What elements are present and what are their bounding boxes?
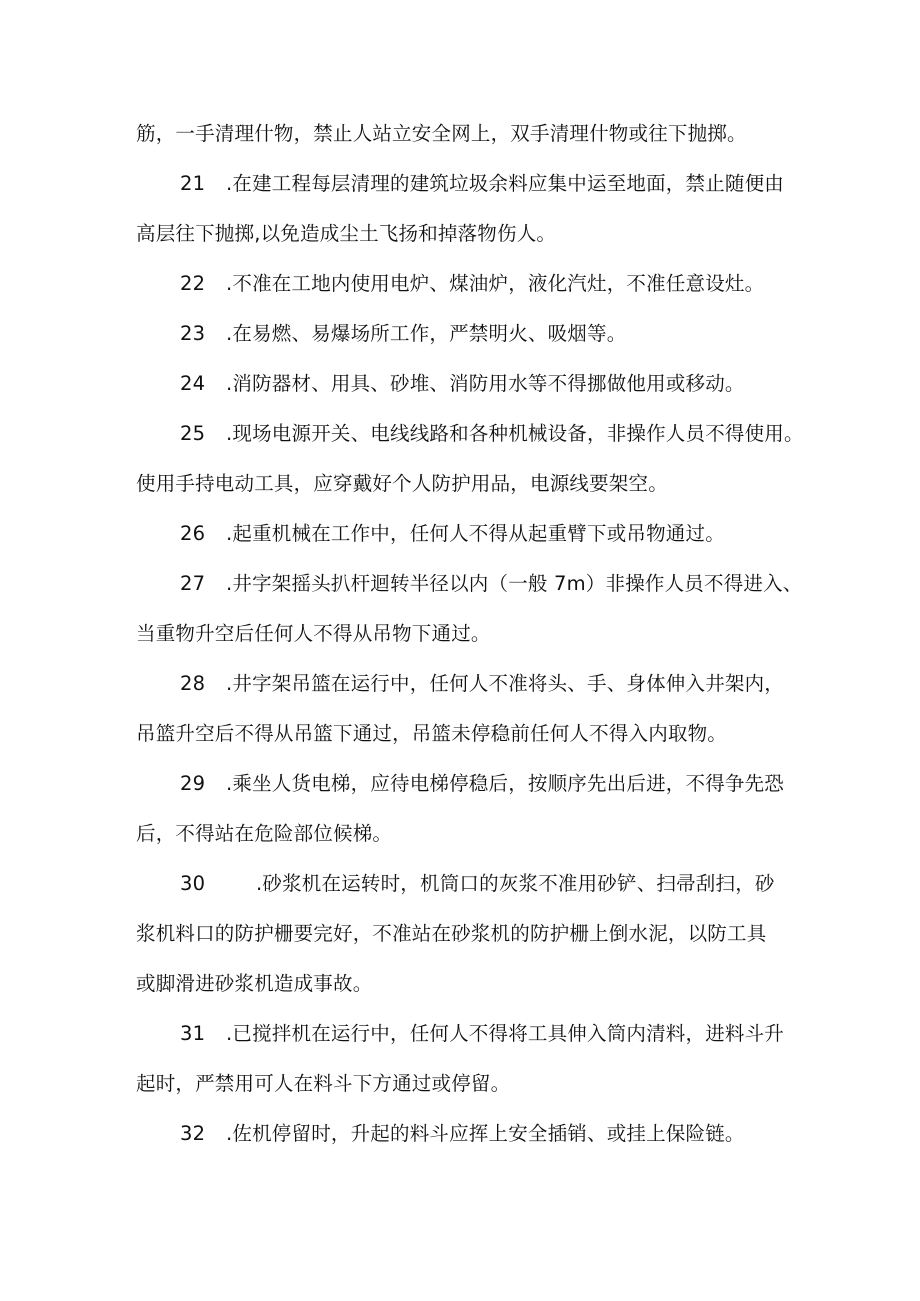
text-line xyxy=(136,621,491,647)
rule-number: 23 xyxy=(180,322,206,345)
rule-21 xyxy=(180,171,784,197)
rule-25 xyxy=(180,421,804,447)
rule-text: .在易燃、易爆场所工作，严禁明火、吸烟等。 xyxy=(226,322,627,345)
rule-text: .在建工程每层清理的建筑垃圾余料应集中运至地面，禁止随便由 xyxy=(226,172,784,195)
rule-number: 31 xyxy=(180,1022,206,1045)
text-line xyxy=(136,221,556,247)
text-line xyxy=(136,921,766,947)
rule-31 xyxy=(180,1021,784,1047)
line-text: 或脚滑进砂浆机造成事故。 xyxy=(136,972,373,995)
rule-24 xyxy=(180,371,745,397)
rule-number: 29 xyxy=(180,772,206,795)
rule-number: 21 xyxy=(180,172,206,195)
rule-23 xyxy=(180,321,626,347)
rule-text: .消防器材、用具、砂堆、消防用水等不得挪做他用或移动。 xyxy=(226,372,745,395)
rule-text: .砂浆机在运转时，机筒口的灰浆不准用砂铲、扫帚刮扫，砂 xyxy=(256,872,775,895)
rule-32 xyxy=(180,1121,745,1147)
rule-text: .乘坐人货电梯，应待电梯停稳后，按顺序先出后进，不得争先恐 xyxy=(226,772,784,795)
rule-22 xyxy=(180,271,764,297)
text-line xyxy=(136,1071,510,1097)
line-text: 当重物升空后任何人不得从吊物下通过。 xyxy=(136,622,491,645)
rule-text: .已搅拌机在运行中，任何人不得将工具伸入筒内清料，进料斗升 xyxy=(226,1022,784,1045)
rule-text: .不准在工地内使用电炉、煤油炉，液化汽灶，不准任意设灶。 xyxy=(226,272,765,295)
rule-number: 24 xyxy=(180,372,206,395)
rule-text: .井字架摇头扒杆迴转半径以内（一般 7m）非操作人员不得进入、 xyxy=(226,572,803,595)
rule-text: .现场电源开关、电线线路和各种机械设备，非操作人员不得使用。 xyxy=(226,422,804,445)
rule-27 xyxy=(180,571,803,597)
text-line xyxy=(136,721,727,747)
rule-text: .起重机械在工作中，任何人不得从起重臂下或吊物通过。 xyxy=(226,522,725,545)
rule-28 xyxy=(180,671,784,697)
rule-number: 25 xyxy=(180,422,206,445)
text-line xyxy=(136,121,747,147)
text-line xyxy=(136,471,668,497)
text-line xyxy=(136,821,392,847)
line-text: 起时，严禁用可人在料斗下方通过或停留。 xyxy=(136,1072,511,1095)
rule-text: .佐机停留时，升起的料斗应挥上安全插销、或挂上保险链。 xyxy=(226,1122,745,1145)
line-text: 吊篮升空后不得从吊篮下通过，吊篮未停稳前任何人不得入内取物。 xyxy=(136,722,728,745)
rule-number: 30 xyxy=(180,872,206,895)
rule-number: 26 xyxy=(180,522,206,545)
rule-number: 28 xyxy=(180,672,206,695)
line-text: 浆机料口的防护栅要完好，不准站在砂浆机的防护栅上倒水泥，以防工具 xyxy=(136,922,767,945)
line-text: 使用手持电动工具，应穿戴好个人防护用品，电源线要架空。 xyxy=(136,472,668,495)
rule-26 xyxy=(180,521,725,547)
rule-text: .井字架吊篮在运行中，任何人不准将头、手、身体伸入井架内， xyxy=(226,672,784,695)
rule-29 xyxy=(180,771,784,797)
rule-number: 27 xyxy=(180,572,206,595)
line-text: 后，不得站在危险部位候梯。 xyxy=(136,822,393,845)
text-line xyxy=(136,971,372,997)
rule-30 xyxy=(180,871,775,897)
line-text: 筋，一手清理什物，禁止人站立安全网上，双手清理什物或往下抛掷。 xyxy=(136,122,747,145)
rule-number: 22 xyxy=(180,272,206,295)
rule-number: 32 xyxy=(180,1122,206,1145)
line-text: 高层往下抛掷,以免造成尘土飞扬和掉落物伤人。 xyxy=(136,222,557,245)
